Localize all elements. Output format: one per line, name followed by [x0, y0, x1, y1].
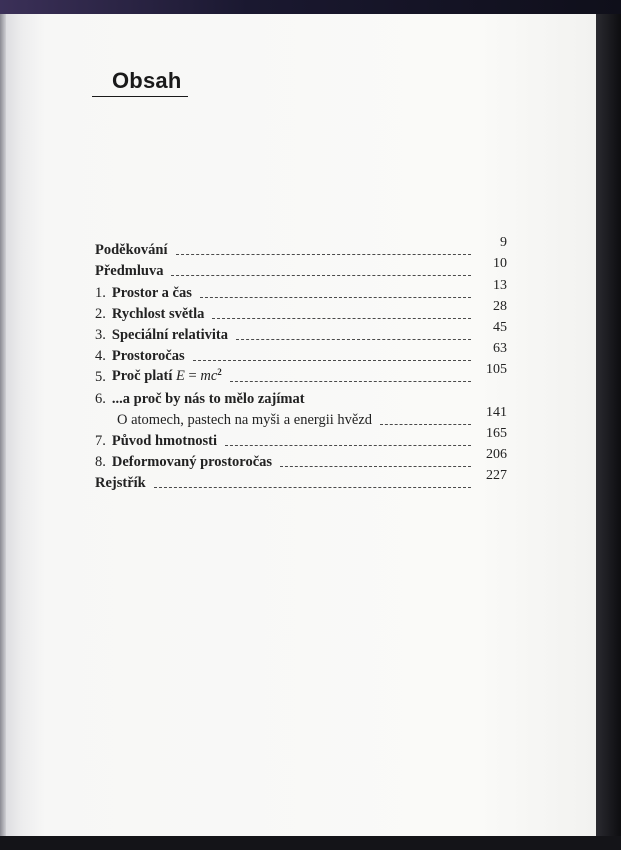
toc-entry-number: 4.	[95, 348, 106, 365]
toc-entry-page: 165	[486, 425, 507, 441]
toc-leader-dots	[154, 487, 471, 488]
toc-entry-chapter-3[interactable]	[95, 319, 507, 344]
table-of-contents	[95, 235, 507, 492]
toc-leader-dots	[280, 466, 471, 467]
toc-entry-number: 6.	[95, 390, 106, 407]
bottom-page-edge	[0, 836, 621, 850]
toc-entry-number: 7.	[95, 432, 106, 449]
toc-entry-page: 10	[493, 256, 507, 272]
formula-exponent: 2	[217, 367, 222, 378]
page-title: Obsah	[112, 68, 182, 93]
toc-leader-dots	[230, 381, 471, 382]
title-underline	[92, 96, 188, 97]
toc-entry-label: Původ hmotnosti	[111, 432, 218, 449]
toc-entry-label: Poděkování	[95, 242, 168, 259]
toc-entry-page: 9	[500, 235, 507, 251]
toc-entry-chapter-2[interactable]	[95, 298, 507, 323]
toc-entry-chapter-5[interactable]	[95, 362, 507, 386]
toc-leader-dots	[200, 297, 471, 298]
toc-entry-number: 5.	[95, 369, 106, 386]
right-page-edge	[596, 14, 621, 850]
toc-leader-dots	[380, 424, 471, 425]
toc-entry-page: 227	[486, 468, 507, 484]
toc-entry-number: 1.	[95, 284, 106, 301]
toc-entry-chapter-4[interactable]	[95, 341, 507, 365]
toc-entry-page: 63	[493, 341, 507, 357]
toc-entry-chapter-6-subtitle[interactable]	[95, 404, 507, 429]
toc-entry-chapter-1[interactable]	[95, 277, 507, 301]
toc-entry-label-with-formula	[112, 368, 222, 386]
toc-entry-label: Rychlost světla	[111, 305, 205, 322]
toc-entry-page: 45	[493, 319, 507, 335]
toc-entry-label: Proč platí	[111, 368, 173, 385]
toc-entry-label: Speciální relativita	[111, 326, 229, 343]
toc-leader-dots	[225, 445, 471, 446]
toc-entry-number: 3.	[95, 326, 106, 343]
formula-rhs: mc	[200, 368, 218, 385]
page-gutter-shadow	[0, 14, 6, 836]
toc-entry-label: Prostoročas	[111, 348, 185, 365]
toc-entry-label: Předmluva	[95, 263, 164, 280]
toc-entry-page: 28	[493, 298, 507, 314]
toc-entry-number: 8.	[95, 454, 106, 471]
toc-entry-page: 105	[486, 362, 507, 378]
toc-entry-number: 2.	[95, 305, 106, 322]
toc-entry-chapter-7[interactable]	[95, 425, 507, 450]
toc-leader-dots	[193, 360, 471, 361]
toc-leader-dots	[171, 275, 471, 276]
formula-operator: =	[184, 368, 201, 385]
toc-entry-label: O atomech, pastech na myši a energii hvězd	[117, 411, 373, 428]
toc-entry-chapter-6[interactable]	[95, 386, 507, 407]
toc-leader-dots	[236, 339, 471, 340]
toc-leader-dots	[176, 254, 471, 255]
toc-leader-dots	[212, 318, 471, 319]
toc-entry-label: Rejstřík	[95, 475, 146, 492]
toc-entry-page: 206	[486, 447, 507, 463]
toc-entry-label: Prostor a čas	[111, 284, 192, 301]
toc-entry-predmluva[interactable]	[95, 256, 507, 280]
toc-entry-rejstrik[interactable]	[95, 468, 507, 492]
toc-entry-label: Deformovaný prostoročas	[111, 454, 273, 471]
toc-entry-chapter-8[interactable]	[95, 447, 507, 471]
toc-entry-podekovani[interactable]	[95, 235, 507, 259]
toc-entry-label: ...a proč by nás to mělo zajímat	[111, 390, 305, 407]
formula-lhs: E	[176, 368, 185, 385]
toc-entry-page: 141	[486, 404, 507, 420]
toc-entry-page: 13	[493, 277, 507, 293]
